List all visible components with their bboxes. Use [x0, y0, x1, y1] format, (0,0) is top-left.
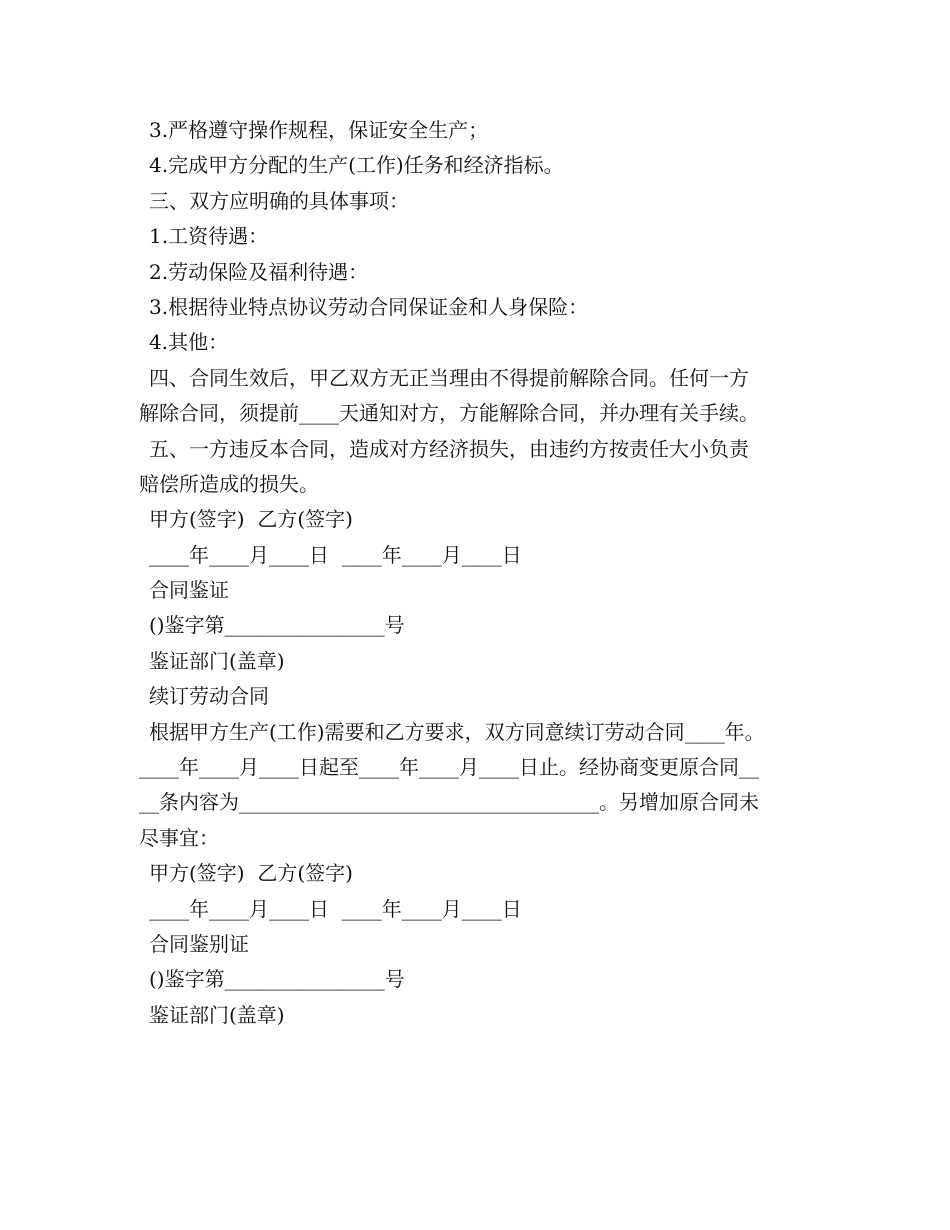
item-1-wages: 1.工资待遇：	[149, 224, 269, 249]
renewal-paragraph-line-4: 尽事宜：	[139, 825, 219, 850]
clause-3-safety: 3.严格遵守操作规程，保证安全生产；	[149, 118, 489, 142]
renewal-signature-labels: 甲方(签字) 乙方(签字)	[149, 861, 353, 886]
section-3-heading: 三、双方应明确的具体事项：	[149, 188, 409, 213]
renewal-paragraph-line-3: __条内容为____________________________________。另增加原合同未	[139, 790, 759, 815]
signature-dates: ____年____月____日 ____年____月____日	[149, 542, 522, 567]
section-5-paragraph-line-2: 赔偿所造成的损失。	[139, 471, 319, 496]
document-page	[0, 113, 950, 1033]
attestation-heading: 合同鉴证	[149, 578, 229, 603]
item-2-insurance: 2.劳动保险及福利待遇：	[149, 259, 369, 284]
renewal-paragraph-line-2: ____年____月____日起至____年____月____日止。经协商变更原合同__	[139, 755, 759, 780]
item-4-other: 4.其他：	[149, 330, 229, 355]
attestation-number: ()鉴字第________________号	[149, 613, 405, 638]
renewal-attestation-number: ()鉴字第________________号	[149, 967, 405, 992]
renewal-attestation-heading: 合同鉴别证	[149, 931, 249, 956]
section-4-paragraph-line-1: 四、合同生效后，甲乙双方无正当理由不得提前解除合同。任何一方	[149, 365, 749, 390]
renewal-signature-dates: ____年____月____日 ____年____月____日	[149, 896, 522, 921]
section-4-paragraph-line-2: 解除合同，须提前____天通知对方，方能解除合同，并办理有关手续。	[139, 401, 759, 426]
section-5-paragraph-line-1: 五、一方违反本合同，造成对方经济损失，由违约方按责任大小负责	[149, 436, 749, 461]
signature-labels: 甲方(签字) 乙方(签字)	[149, 507, 353, 532]
renewal-attestation-department: 鉴证部门(盖章)	[149, 1002, 285, 1027]
renewal-paragraph-line-1: 根据甲方生产(工作)需要和乙方要求，双方同意续订劳动合同____年。	[149, 719, 765, 744]
renewal-heading: 续订劳动合同	[149, 684, 269, 709]
item-3-deposit: 3.根据待业特点协议劳动合同保证金和人身保险：	[149, 294, 589, 319]
attestation-department: 鉴证部门(盖章)	[149, 648, 285, 673]
clause-4-tasks: 4.完成甲方分配的生产(工作)任务和经济指标。	[149, 153, 564, 178]
